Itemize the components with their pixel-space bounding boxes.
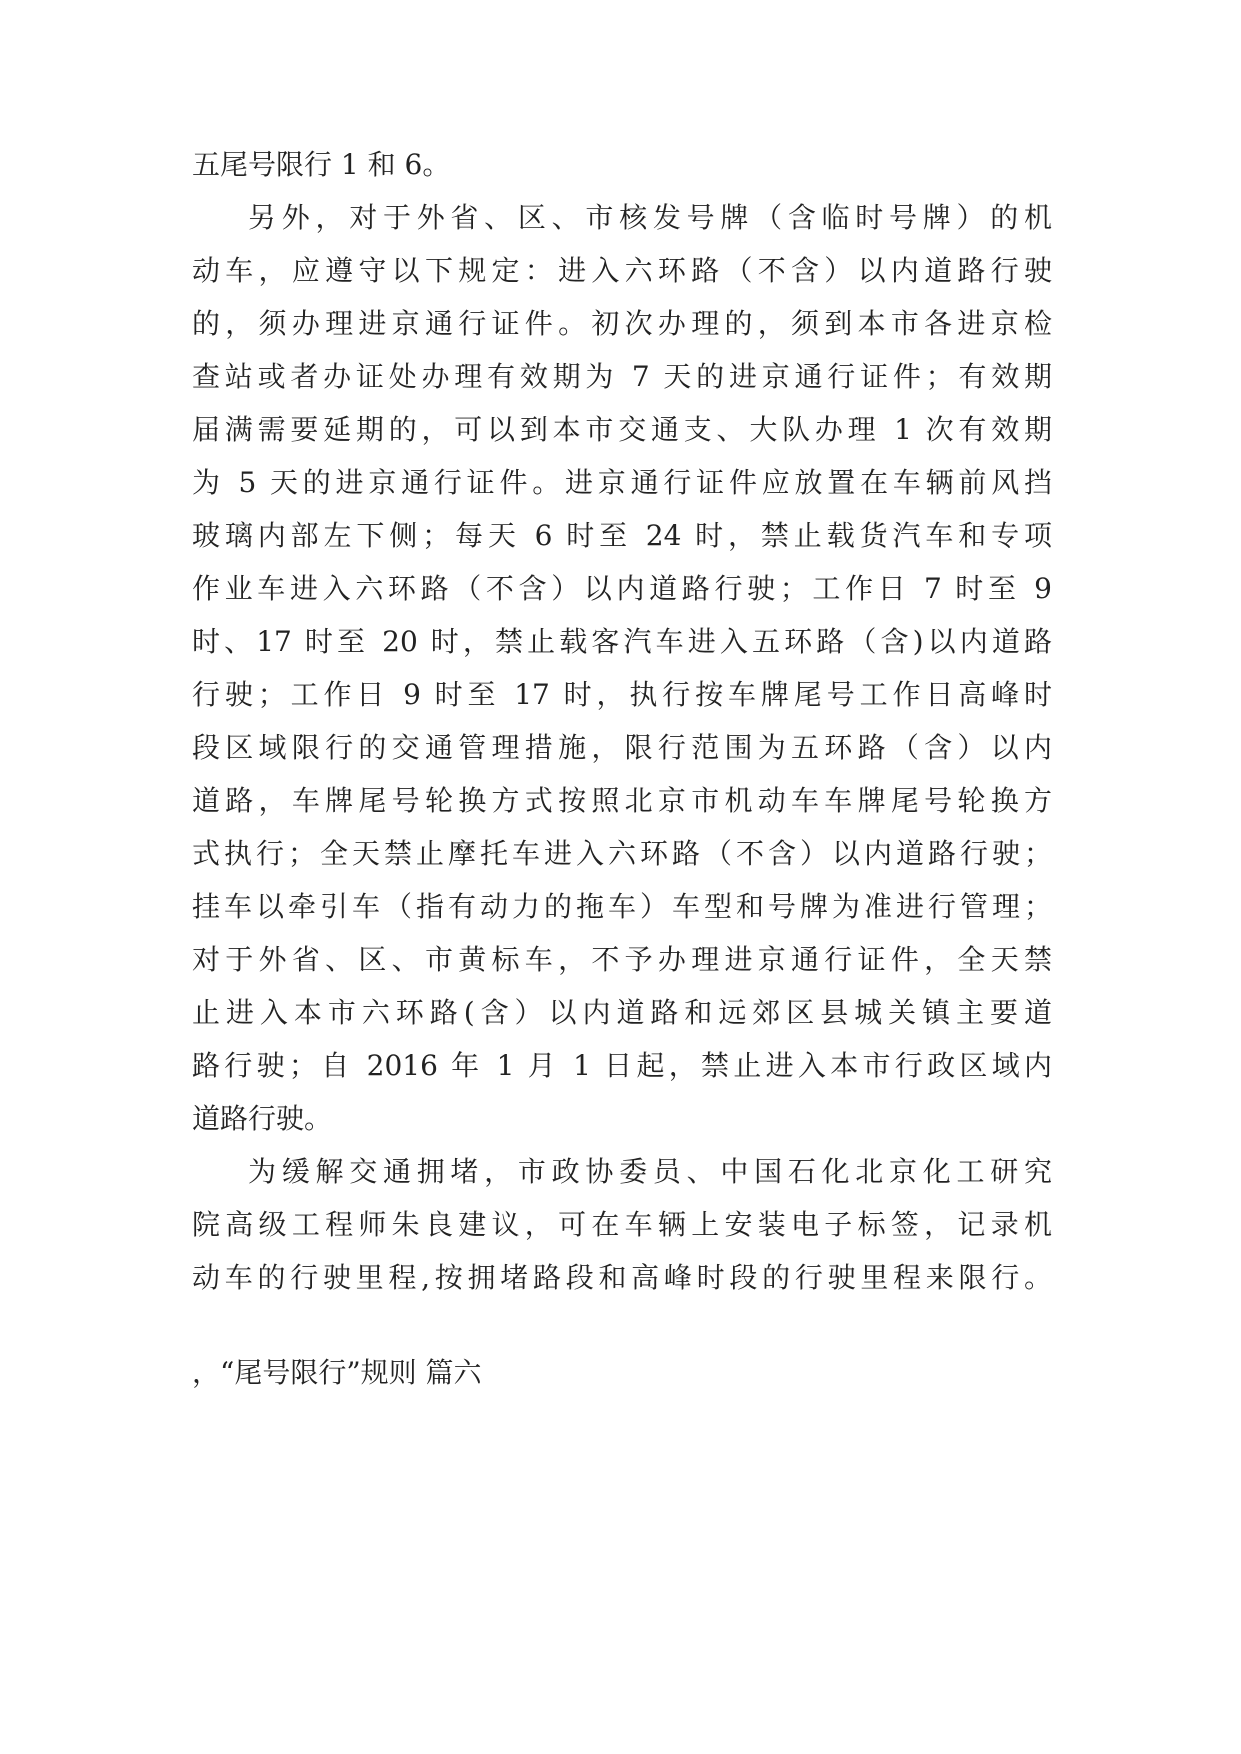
paragraph-line: 另外，对于外省、区、市核发号牌（含临时号牌）的机 bbox=[248, 201, 1052, 234]
paragraph-line: 作业车进入六环路（不含）以内道路行驶；工作日 7 时至 9 bbox=[192, 572, 1052, 605]
paragraph-line: 为缓解交通拥堵，市政协委员、中国石化北京化工研究 bbox=[248, 1155, 1052, 1188]
section-heading: ，“尾号限行”规则 篇六 bbox=[192, 1356, 482, 1389]
paragraph-line: 查站或者办证处办理有效期为 7 天的进京通行证件；有效期 bbox=[192, 360, 1052, 393]
paragraph-line: 道路行驶。 bbox=[192, 1102, 333, 1135]
paragraph-line: 动车，应遵守以下规定：进入六环路（不含）以内道路行驶 bbox=[192, 254, 1052, 287]
paragraph-line: 时、17 时至 20 时，禁止载客汽车进入五环路（含)以内道路 bbox=[192, 625, 1052, 658]
paragraph-line: 为 5 天的进京通行证件。进京通行证件应放置在车辆前风挡 bbox=[192, 466, 1052, 499]
paragraph-line: 止进入本市六环路(含）以内道路和远郊区县城关镇主要道 bbox=[192, 996, 1052, 1029]
paragraph-line: 对于外省、区、市黄标车，不予办理进京通行证件，全天禁 bbox=[192, 943, 1052, 976]
paragraph-line: 院高级工程师朱良建议，可在车辆上安装电子标签，记录机 bbox=[192, 1208, 1052, 1241]
paragraph-line: 行驶；工作日 9 时至 17 时，执行按车牌尾号工作日高峰时 bbox=[192, 678, 1052, 711]
paragraph-line: 动车的行驶里程,按拥堵路段和高峰时段的行驶里程来限行。 bbox=[192, 1261, 1052, 1294]
paragraph-line: 的，须办理进京通行证件。初次办理的，须到本市各进京检 bbox=[192, 307, 1052, 340]
paragraph-line: 式执行；全天禁止摩托车进入六环路（不含）以内道路行驶； bbox=[192, 837, 1052, 870]
paragraph-line: 挂车以牵引车（指有动力的拖车）车型和号牌为准进行管理； bbox=[192, 890, 1052, 923]
paragraph-line: 届满需要延期的，可以到本市交通支、大队办理 1 次有效期 bbox=[192, 413, 1052, 446]
paragraph-line: 玻璃内部左下侧；每天 6 时至 24 时，禁止载货汽车和专项 bbox=[192, 519, 1052, 552]
paragraph-line: 路行驶；自 2016 年 1 月 1 日起，禁止进入本市行政区域内 bbox=[192, 1049, 1052, 1082]
paragraph-line: 道路，车牌尾号轮换方式按照北京市机动车车牌尾号轮换方 bbox=[192, 784, 1052, 817]
paragraph-line: 段区域限行的交通管理措施，限行范围为五环路（含）以内 bbox=[192, 731, 1052, 764]
paragraph-line: 五尾号限行 1 和 6。 bbox=[192, 148, 451, 181]
